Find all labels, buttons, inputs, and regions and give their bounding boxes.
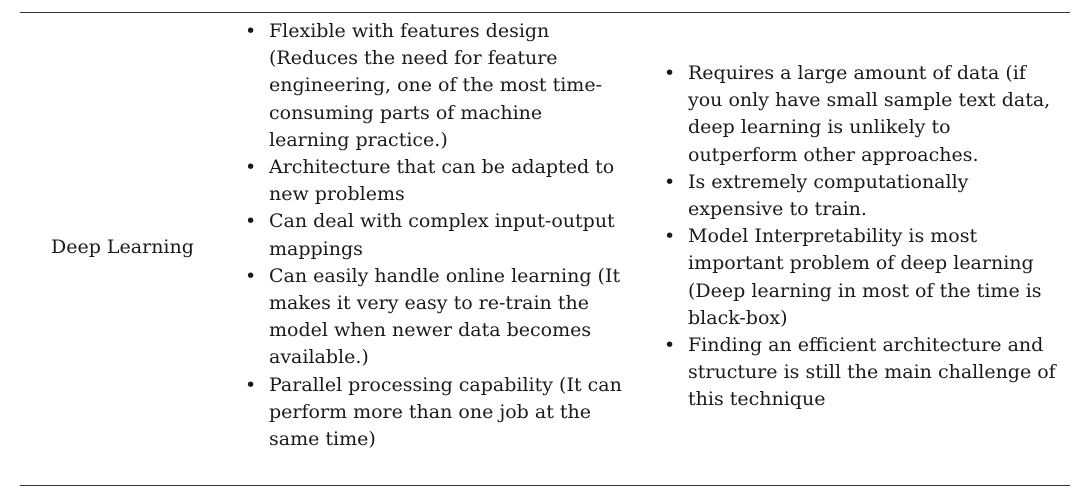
- disadvantage-text: Finding an efficient architecture and structure is still the main challenge of this technique: [688, 334, 1056, 411]
- table-bottom-rule: [20, 485, 1070, 486]
- advantage-text: Parallel processing capability (It can perform more than one job at the same time): [269, 373, 622, 451]
- disadvantages-list: [663, 60, 1063, 414]
- table-top-rule: [20, 12, 1070, 13]
- list-item: [244, 208, 624, 262]
- list-item: [244, 372, 624, 454]
- list-item: [663, 332, 1063, 414]
- bullet-icon: •: [245, 373, 257, 396]
- row-label: Deep Learning: [51, 236, 194, 258]
- disadvantage-text: Model Interpretability is most important problem of deep learning (Deep learning in most of the time is black-box): [688, 225, 1042, 329]
- disadvantage-text: Is extremely computationally expensive to train.: [688, 170, 969, 221]
- advantage-text: Can easily handle online learning (It makes it very easy to re-train the model when newer data becomes available.): [269, 264, 621, 369]
- advantage-text: Can deal with complex input-output mappings: [269, 210, 615, 260]
- list-item: [663, 223, 1063, 332]
- list-item: [244, 263, 624, 372]
- bullet-icon: •: [664, 334, 676, 357]
- list-item: [244, 154, 624, 208]
- advantage-text: Flexible with features design (Reduces the need for feature engineering, one of the most time-consuming parts of machine learning practice.): [269, 20, 602, 151]
- disadvantage-text: Requires a large amount of data (if you only have small sample text data, deep learning is unlikely to outperform other approaches.: [688, 62, 1051, 166]
- bullet-icon: •: [245, 156, 257, 179]
- list-item: [663, 60, 1063, 169]
- bullet-icon: •: [664, 170, 676, 193]
- list-item: [244, 18, 624, 154]
- advantages-list: [244, 18, 624, 453]
- bullet-icon: •: [245, 210, 257, 233]
- advantage-text: Architecture that can be adapted to new problems: [269, 156, 615, 206]
- bullet-icon: •: [664, 225, 676, 248]
- list-item: [663, 169, 1063, 223]
- bullet-icon: •: [664, 62, 676, 84]
- bullet-icon: •: [245, 20, 257, 42]
- bullet-icon: •: [245, 264, 257, 287]
